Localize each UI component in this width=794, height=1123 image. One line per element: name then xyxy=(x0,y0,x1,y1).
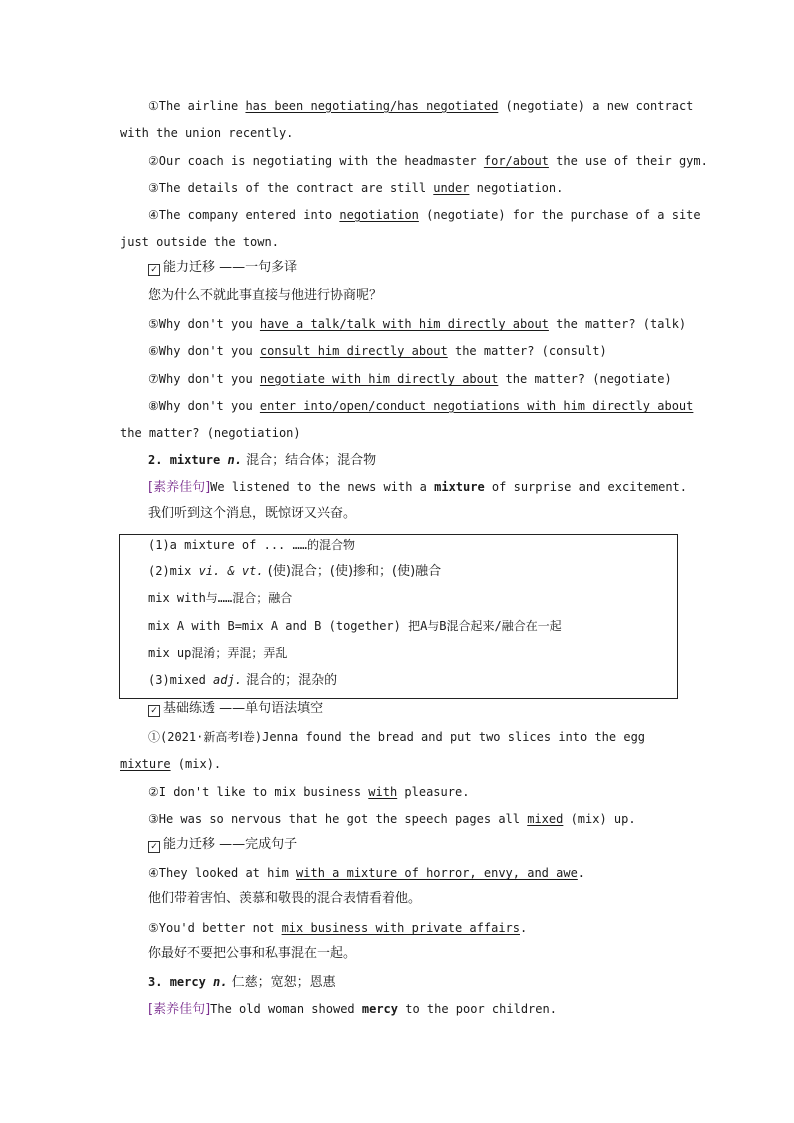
usage-row: (1)a mixture of ... ……的混合物 xyxy=(148,538,355,552)
answer: with xyxy=(368,785,398,799)
section-heading: ✓ 能力迁移 ——完成句子 xyxy=(148,837,297,853)
answer: with a mixture of horror, envy, and awe xyxy=(296,866,578,880)
sentence-7: ⑦Why don't you negotiate with him directly about the matter? (negotiate) xyxy=(148,372,672,386)
section-heading: ✓ 基础练透 ——单句语法填空 xyxy=(148,701,323,717)
sentence-5: ⑤Why don't you have a talk/talk with him directly about the matter? (talk) xyxy=(148,317,687,331)
headword: mixture xyxy=(169,453,221,467)
exercise-5-translation: 你最好不要把公事和私事混在一起。 xyxy=(148,946,357,961)
checkbox-icon: ✓ xyxy=(148,264,160,276)
exercise-4: ④They looked at him with a mixture of horror, envy, and awe. xyxy=(148,866,586,880)
sentence-6: ⑥Why don't you consult him directly about the matter? (consult) xyxy=(148,344,607,358)
exercise-4-translation: 他们带着害怕、羡慕和敬畏的混合表情看着他。 xyxy=(148,891,422,906)
answer: consult him directly about xyxy=(259,344,448,358)
answer: enter into/open/conduct negotiations with him directly about xyxy=(259,399,694,413)
tag-label: [素养佳句] xyxy=(148,480,211,495)
sentence-8-cont: the matter? (negotiation) xyxy=(120,426,301,440)
exercise-3: ③He was so nervous that he got the speech pages all mixed (mix) up. xyxy=(148,812,636,826)
sentence-8: ⑧Why don't you enter into/open/conduct negotiations with him directly about xyxy=(148,399,694,413)
example-translation: 我们听到这个消息，既惊讶又兴奋。 xyxy=(148,506,357,521)
usage-row: (3)mixed adj. 混合的；混杂的 xyxy=(148,673,338,688)
sentence-1-cont: with the union recently. xyxy=(120,126,294,140)
answer: mixed xyxy=(527,812,564,826)
checkbox-icon: ✓ xyxy=(148,841,160,853)
word-entry-mixture: 2. mixture n. 混合；结合体；混合物 xyxy=(148,453,377,468)
answer: for/about xyxy=(483,154,549,168)
sentence-4-cont: just outside the town. xyxy=(120,235,279,249)
answer: has been negotiating/has negotiated xyxy=(245,99,499,113)
answer: have a talk/talk with him directly about xyxy=(259,317,549,331)
answer: mix business with private affairs xyxy=(281,921,520,935)
example-sentence: [素养佳句]The old woman showed mercy to the poor children. xyxy=(148,1002,557,1017)
exercise-1-cont: mixture (mix). xyxy=(120,757,222,771)
exercise-2: ②I don't like to mix business with pleasure. xyxy=(148,785,470,799)
usage-row: (2)mix vi. & vt. (使)混合；(使)掺和；(使)融合 xyxy=(148,564,442,579)
word-entry-mercy: 3. mercy n. 仁慈；宽恕；恩惠 xyxy=(148,975,336,990)
example-sentence: [素养佳句]We listened to the news with a mixture of surprise and excitement. xyxy=(148,480,687,495)
chinese-prompt: 您为什么不就此事直接与他进行协商呢？ xyxy=(148,288,383,303)
sentence-1: ①The airline has been negotiating/has negotiated (negotiate) a new contract xyxy=(148,99,694,113)
headword: mercy xyxy=(169,975,206,989)
checkbox-icon: ✓ xyxy=(148,705,160,717)
tag-label: [素养佳句] xyxy=(148,1002,211,1017)
sentence-4: ④The company entered into negotiation (negotiate) for the purchase of a site xyxy=(148,208,701,222)
usage-row: mix A with B=mix A and B (together) 把A与B混合起来/融合在一起 xyxy=(148,619,562,633)
sentence-3: ③The details of the contract are still under negotiation. xyxy=(148,181,564,195)
exercise-5: ⑤You'd better not mix business with private affairs. xyxy=(148,921,528,935)
section-heading: ✓ 能力迁移 ——一句多译 xyxy=(148,260,297,276)
usage-row: mix with与……混合；融合 xyxy=(148,591,293,605)
usage-row: mix up混淆；弄混；弄乱 xyxy=(148,646,288,660)
answer: under xyxy=(433,181,470,195)
answer: negotiation xyxy=(339,208,419,222)
exercise-1: ①(2021·新高考Ⅰ卷)Jenna found the bread and put two slices into the egg xyxy=(148,730,646,744)
sentence-2: ②Our coach is negotiating with the headmaster for/about the use of their gym. xyxy=(148,154,708,168)
answer: negotiate with him directly about xyxy=(259,372,499,386)
answer: mixture xyxy=(120,757,171,771)
